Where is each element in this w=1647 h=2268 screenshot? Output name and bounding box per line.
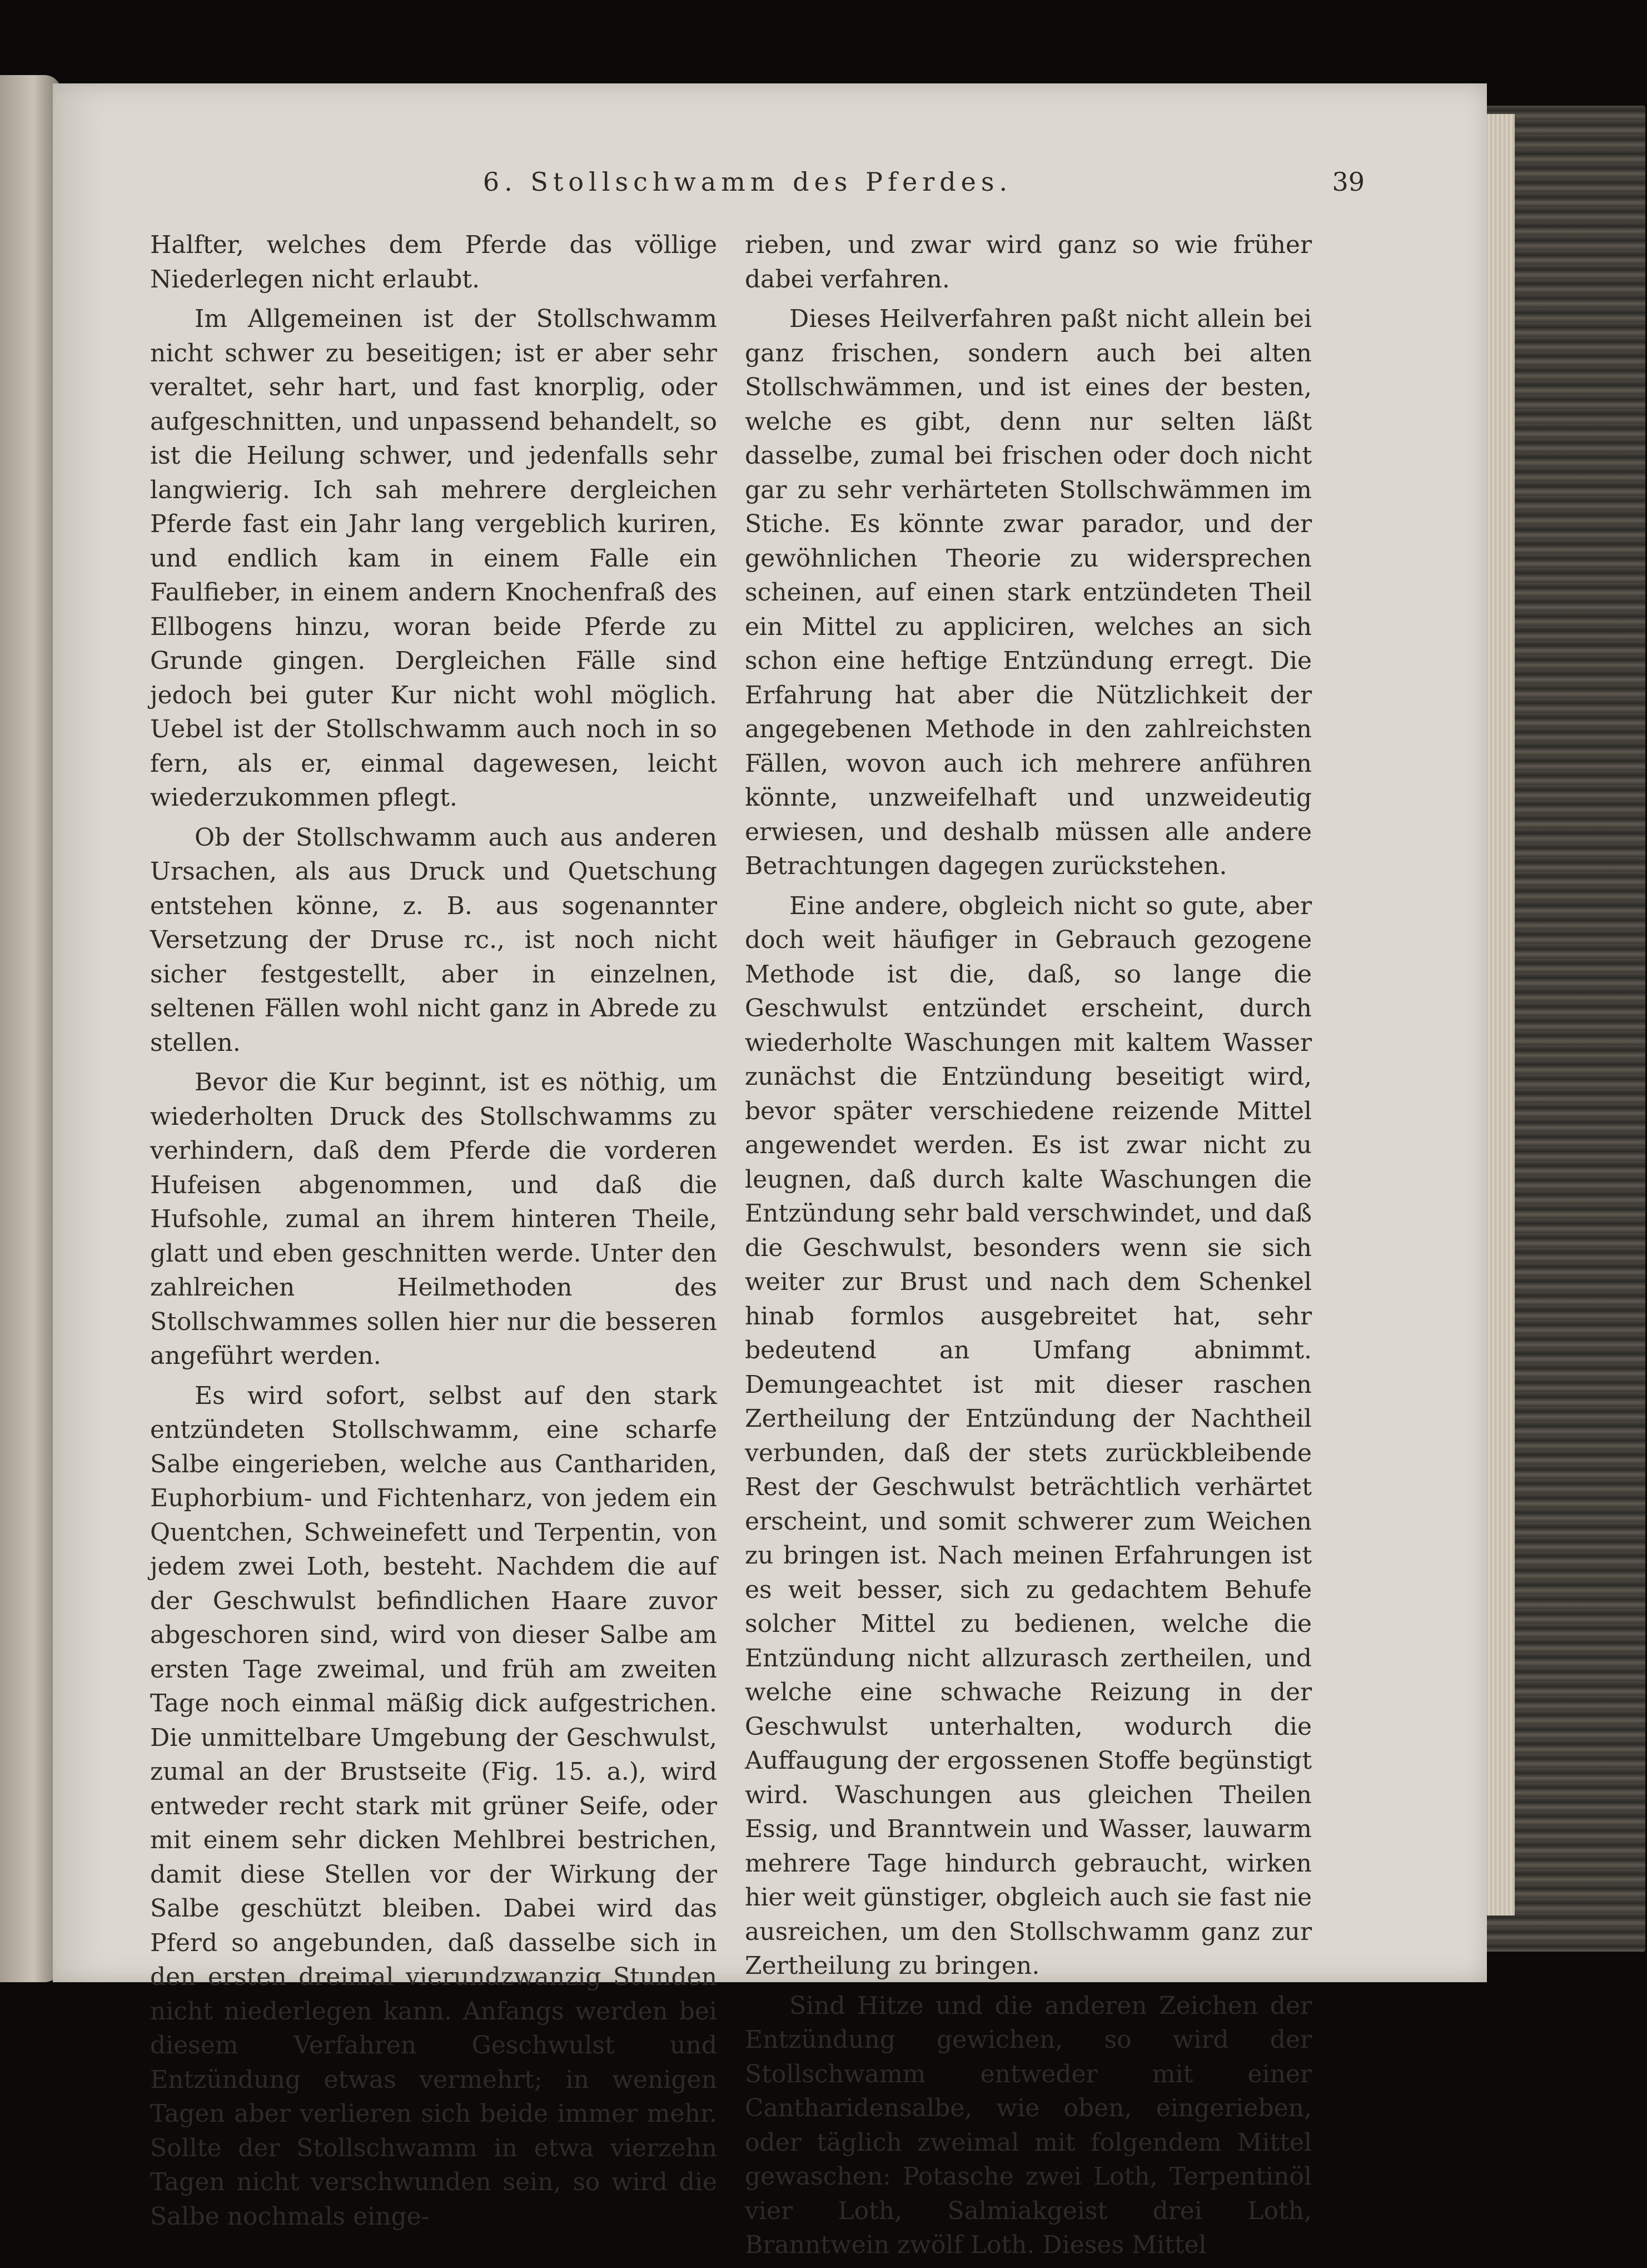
paragraph: Eine andere, obgleich nicht so gute, aber doch weit häufiger in Gebrauch gezogene Methode ist die, daß, so lange die Geschwulst entzündet erscheint, durch wiederholte Waschungen mit kaltem Wasser zunächst die Entzündung beseitigt wird, bevor später verschiedene reizende Mittel angewendet werden. Es ist zwar nicht zu leugnen, daß durch kalte Waschungen die Entzündung sehr bald verschwindet, und daß die Geschwulst, besonders wenn sie sich weiter zur Brust und nach dem Schenkel hinab formlos ausgebreitet hat, sehr bedeutend an Umfang abnimmt. Demungeachtet ist mit dieser raschen Zertheilung der Entzündung der Nachtheil verbunden, daß der stets zurückbleibende Rest der Geschwulst beträchtlich verhärtet erscheint, und somit schwerer zum Weichen zu bringen ist. Nach meinen Erfahrungen ist es weit besser, sich zu gedachtem Behufe solcher Mittel zu bedienen, welche die Entzündung nicht allzurasch zertheilen, und welche eine schwache Reizung in der Geschwulst unterhalten, wodurch die Auffaugung der ergossenen Stoffe begünstigt wird. Waschungen aus gleichen Theilen Essig, und Branntwein und Wasser, lauwarm mehrere Tage hindurch gebraucht, wirken hier weit günstiger, obgleich auch sie fast nie ausreichen, um den Stollschwamm ganz zur Zertheilung zu bringen. [745,891,1312,1980]
paragraph: Im Allgemeinen ist der Stollschwamm nicht schwer zu beseitigen; ist er aber sehr veraltet, sehr hart, und fast knorplig, oder aufgeschnitten, und unpassend behandelt, so ist die Heilung schwer, und jedenfalls sehr langwierig. Ich sah mehrere dergleichen Pferde fast ein Jahr lang vergeblich kuriren, und endlich kam in einem Falle ein Faulfieber, in einem andern Knochenfraß des Ellbogens hinzu, woran beide Pferde zu Grunde gingen. Dergleichen Fälle sind jedoch bei guter Kur nicht wohl möglich. Uebel ist der Stollschwamm auch noch in so fern, als er, einmal dagewesen, leicht wiederzukommen pflegt. [150,305,717,812]
header-title: 6. Stollschwamm des Pferdes. [482,167,1013,197]
left-text-column [150,228,717,2239]
running-header [131,167,1365,217]
page-number: 39 [1332,167,1365,197]
right-text-column [745,228,1312,2268]
paragraph: Es wird sofort, selbst auf den stark entzündeten Stollschwamm, eine scharfe Salbe eingerieben, welche aus Canthariden, Euphorbium- und Fichtenharz, von jedem ein Quentchen, Schweinefett und Terpentin, von jedem zwei Loth, besteht. Nachdem die auf der Geschwulst befindlichen Haare zuvor abgeschoren sind, wird von dieser Salbe am ersten Tage zweimal, und früh am zweiten Tage noch einmal mäßig dick aufgestrichen. Die unmittelbare Umgebung der Geschwulst, zumal an der Brustseite (Fig. 15. a.), wird entweder recht stark mit grüner Seife, oder mit einem sehr dicken Mehlbrei bestrichen, damit diese Stellen vor der Wirkung der Salbe geschützt bleiben. Dabei wird das Pferd so angebunden, daß dasselbe sich in den ersten dreimal vierundzwanzig Stunden nicht niederlegen kann. Anfangs werden bei diesem Verfahren Geschwulst und Entzündung etwas vermehrt; in wenigen Tagen aber verlieren sich beide immer mehr. Sollte der Stollschwamm in etwa vierzehn Tagen nicht verschwunden sein, so wird die Salbe nochmals einge- [150,1381,717,2231]
paragraph: Halfter, welches dem Pferde das völlige Niederlegen nicht erlaubt. [150,231,717,294]
facing-page-edge [0,75,61,1982]
paragraph: rieben, und zwar wird ganz so wie früher dabei verfahren. [745,231,1312,294]
paragraph: Sind Hitze und die anderen Zeichen der Entzündung gewichen, so wird der Stollschwamm entweder mit einer Cantharidensalbe, wie oben, eingerieben, oder täglich zweimal mit folgendem Mittel gewaschen: Potasche zwei Loth, Terpentinöl vier Loth, Salmiakgeist drei Loth, Branntwein zwölf Loth. Dieses Mittel [745,1991,1312,2259]
paragraph: Bevor die Kur beginnt, ist es nöthig, um wiederholten Druck des Stollschwamms zu verhindern, daß dem Pferde die vorderen Hufeisen abgenommen, und daß die Hufsohle, zumal an ihrem hinteren Theile, glatt und eben geschnitten werde. Unter den zahlreichen Heilmethoden des Stollschwammes sollen hier nur die besseren angeführt werden. [150,1068,717,1370]
book-page [53,83,1487,2259]
paragraph: Ob der Stollschwamm auch aus anderen Ursachen, als aus Druck und Quetschung entstehen könne, z. B. aus sogenannter Versetzung der Druse rc., ist noch nicht sicher festgestellt, aber in einzelnen, seltenen Fällen wohl nicht ganz in Abrede zu stellen. [150,823,717,1057]
paragraph: Dieses Heilverfahren paßt nicht allein bei ganz frischen, sondern auch bei alten Stollschwämmen, und ist eines der besten, welche es gibt, denn nur selten läßt dasselbe, zumal bei frischen oder doch nicht gar zu sehr verhärteten Stollschwämmen im Stiche. Es könnte zwar parador, und der gewöhnlichen Theorie zu widersprechen scheinen, auf einen stark entzündeten Theil ein Mittel zu appliciren, welches an sich schon eine heftige Entzündung erregt. Die Erfahrung hat aber die Nützlichkeit der angegebenen Methode in den zahlreichsten Fällen, wovon auch ich mehrere anführen könnte, unzweifelhaft und unzweideutig erwiesen, und deshalb müssen alle andere Betrachtungen dagegen zurückstehen. [745,305,1312,880]
